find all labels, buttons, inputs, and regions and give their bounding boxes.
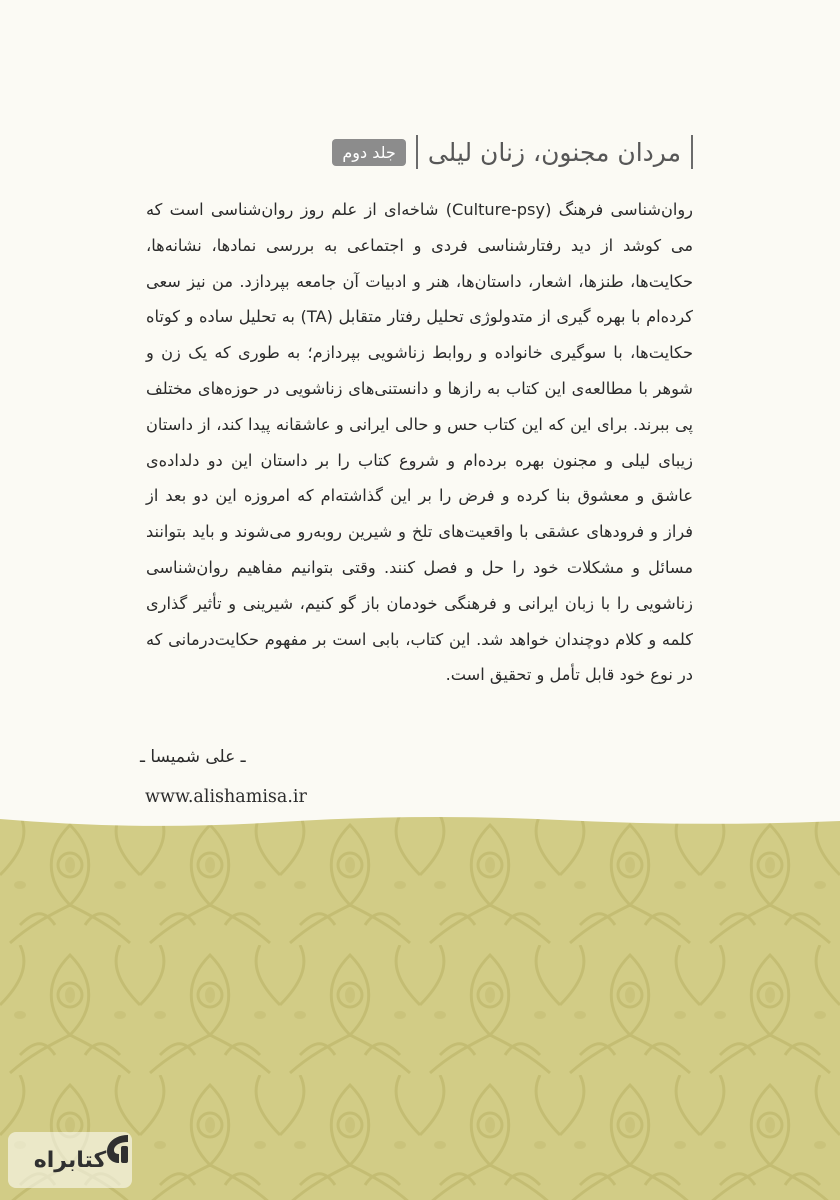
- ketabrah-logo-icon: [104, 1132, 132, 1166]
- header-divider: [416, 135, 418, 169]
- decorative-pattern: [0, 815, 840, 1200]
- header-divider: [691, 135, 693, 169]
- description-paragraph: روان‌شناسی فرهنگ (Culture-psy) شاخه‌ای از علم روز روان‌شناسی است که می کوشد از دید رفتارشناسی فردی و اجتماعی به بررسی نمادها، نشانه‌ها، حکایت‌ها، طنزها، اشعار، داستان‌ها، هنر و ادبیات آن جامعه بپردازد. من نیز سعی کرده‌ام با بهره گیری از متدولوژی تحلیل رفتار متقابل (TA) به تحلیل ساده و کوتاه حکایت‌ها، با سوگیری خانواده و روابط زناشویی بپردازم؛ به طوری که یک زن و شوهر با مطالعه‌ی این کتاب به رازها و دانستنی‌های زناشویی در حوزه‌های مختلف پی ببرند. برای این که این کتاب حس و حالی ایرانی و عاشقانه پیدا کند، از داستان زیبای لیلی و مجنون بهره برده‌ام و شروع کتاب را بر داستان این دو دلداده‌ی عاشق و معشوق بنا کرده و فرض را بر این گذاشته‌ام که امروزه این دو بعد از فراز و فرودهای عشقی با واقعیت‌های تلخ و شیرین روبه‌رو می‌شوند و باید بتوانند مسائل و مشکلات خود را حل و فصل کنند. وقتی بتوانیم مفاهیم روان‌شناسی زناشویی را با زبان ایرانی و فرهنگی خودمان باز گو کنیم، شیرینی و تأثیر گذاری کلمه و کلام دوچندان خواهد شد. این کتاب، بابی است بر مفهوم حکایت‌درمانی که در نوع خود قابل تأمل و تحقیق است.: [146, 200, 693, 685]
- book-header: [140, 130, 693, 174]
- publisher-name: کتابراه: [33, 1147, 107, 1173]
- description-block: [146, 192, 693, 693]
- volume-badge: جلد دوم: [332, 139, 405, 166]
- publisher-logo[interactable]: [8, 1132, 132, 1188]
- author-signature: ـ علی شمیسا ـ: [140, 747, 246, 767]
- website-link[interactable]: www.alishamisa.ir: [145, 787, 307, 807]
- book-title: مردان مجنون، زنان لیلی: [427, 137, 681, 167]
